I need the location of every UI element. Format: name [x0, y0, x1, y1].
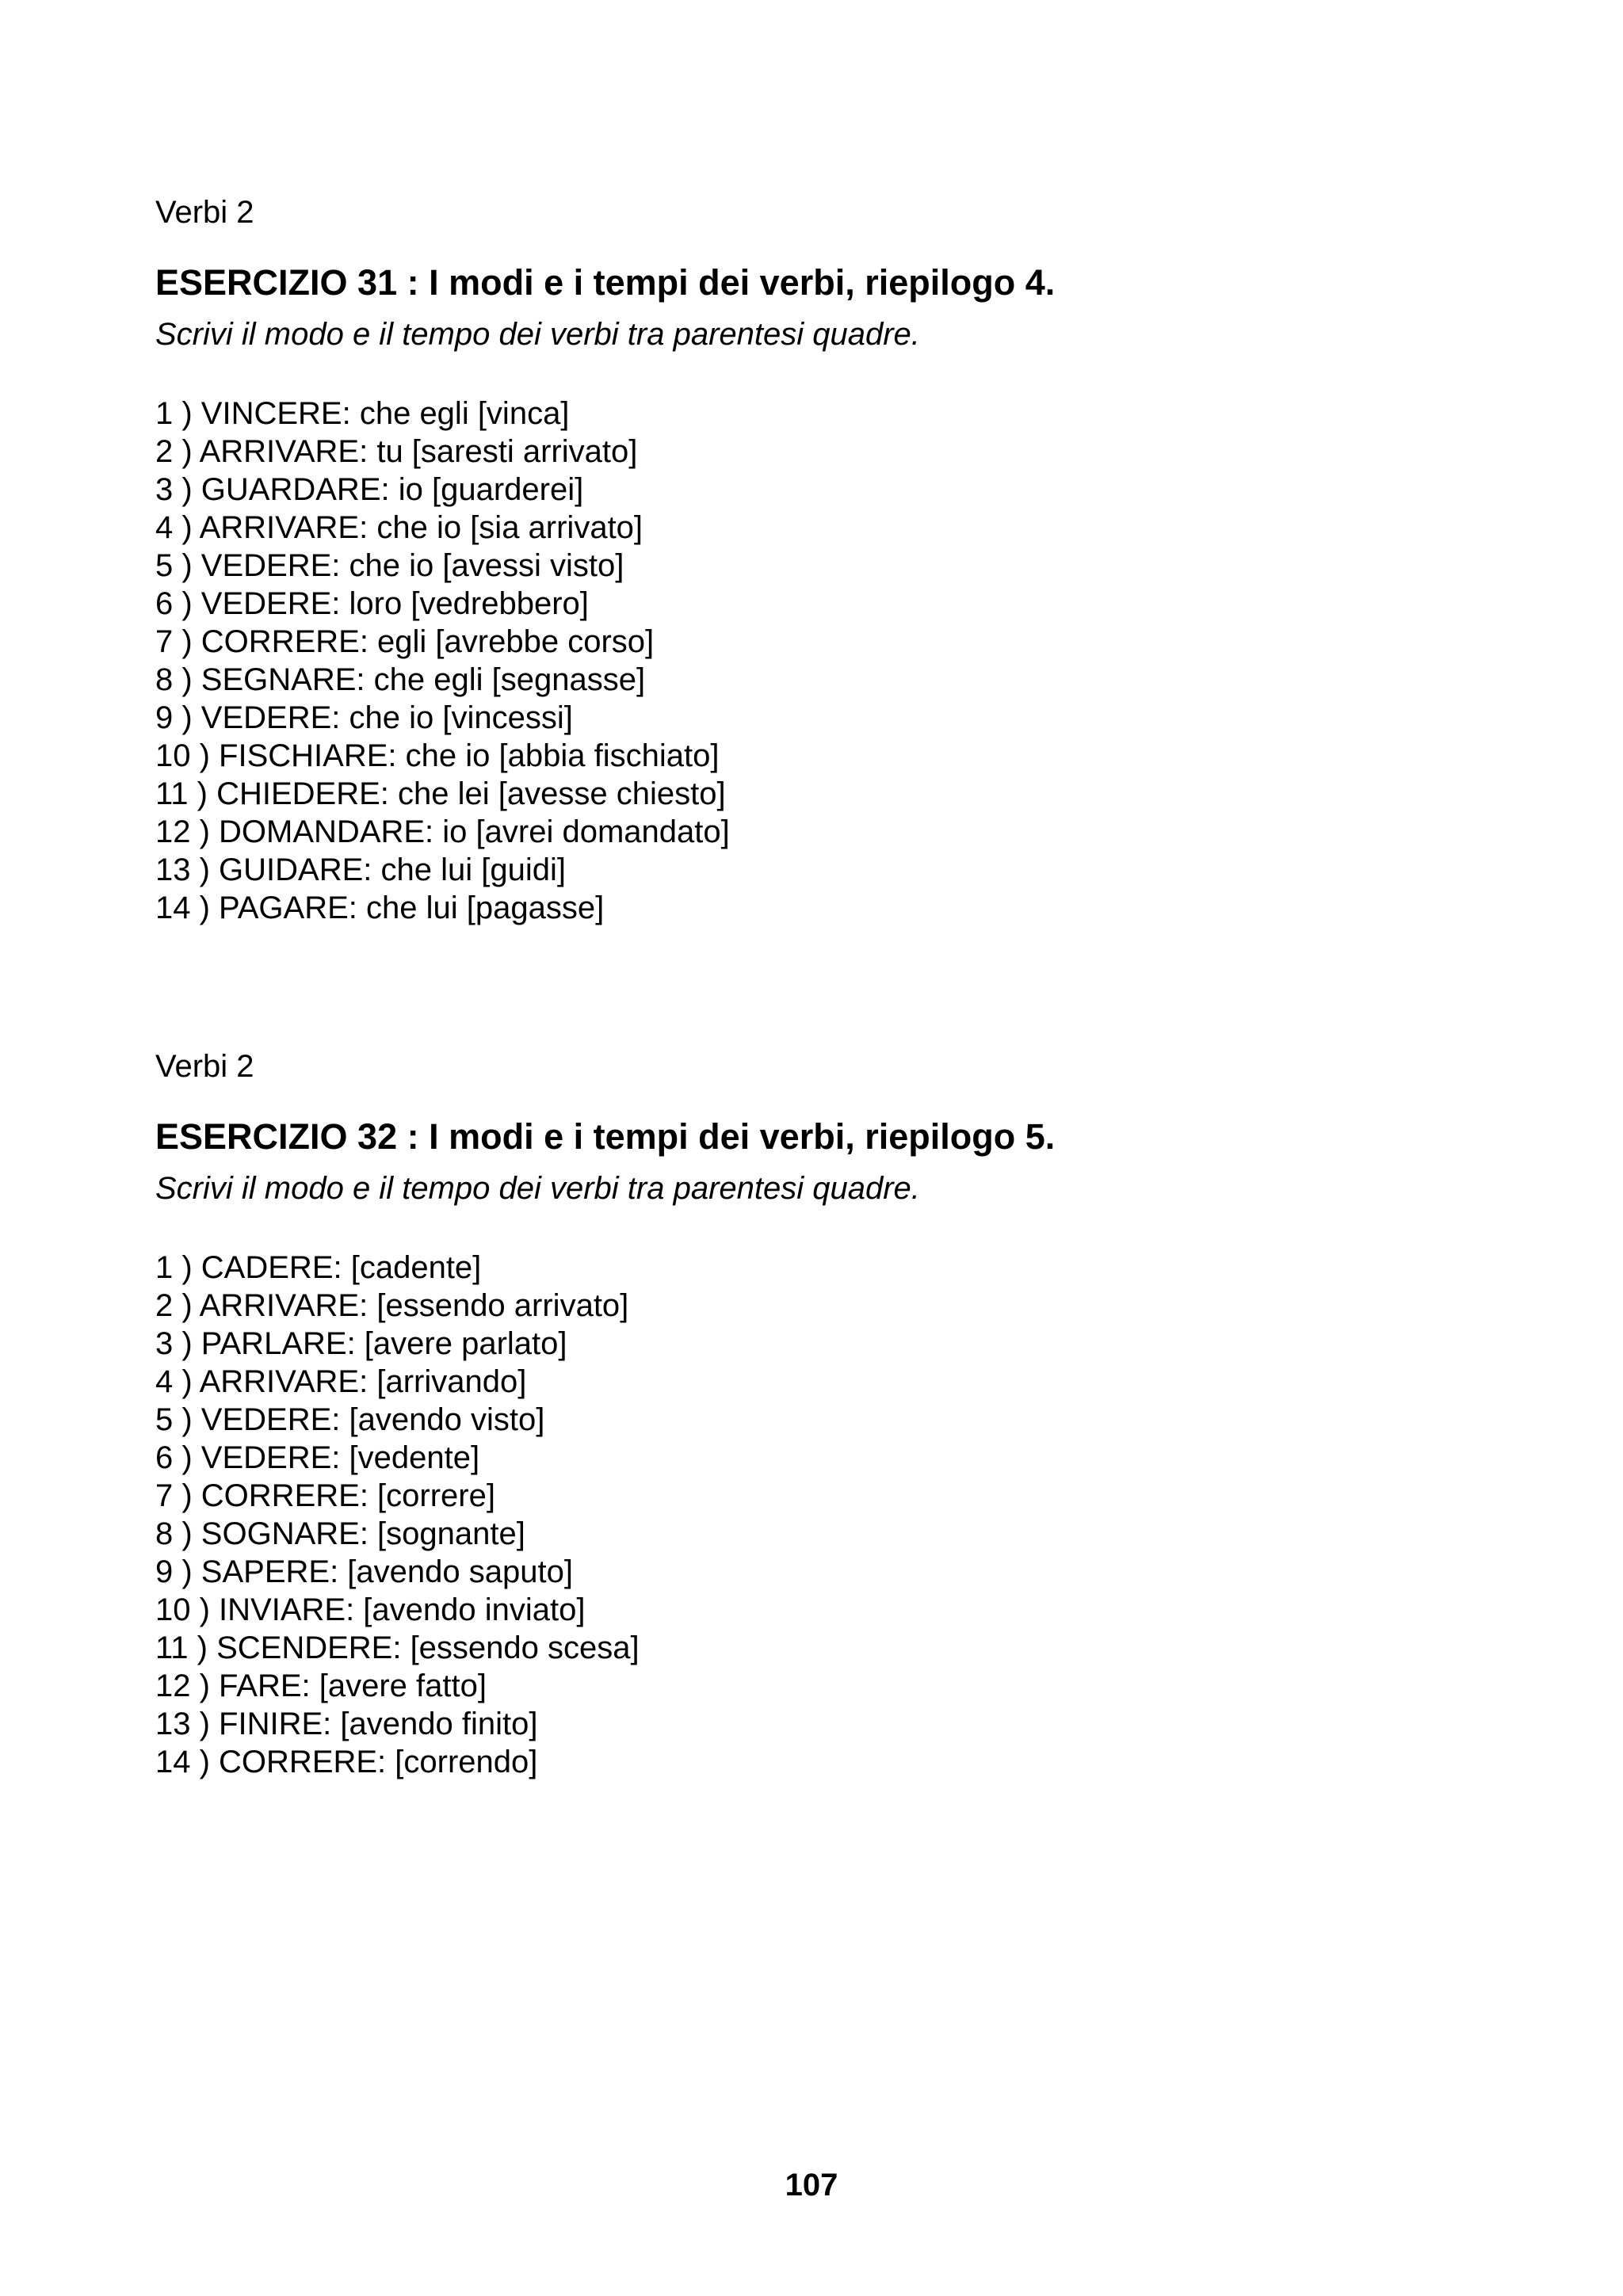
exercise-item: 4 ) ARRIVARE: [arrivando] [155, 1364, 527, 1399]
section-category: Verbi 2 [155, 1049, 254, 1084]
exercise-item: 12 ) DOMANDARE: io [avrei domandato] [155, 814, 730, 849]
section-category: Verbi 2 [155, 195, 254, 230]
exercise-item: 6 ) VEDERE: [vedente] [155, 1440, 480, 1475]
exercise-item: 7 ) CORRERE: [correre] [155, 1478, 495, 1513]
exercise-item: 5 ) VEDERE: che io [avessi visto] [155, 548, 624, 583]
exercise-item: 14 ) CORRERE: [correndo] [155, 1745, 538, 1779]
exercise-item: 14 ) PAGARE: che lui [pagasse] [155, 891, 605, 925]
exercise-item: 6 ) VEDERE: loro [vedrebbero] [155, 586, 589, 621]
exercise-item: 1 ) CADERE: [cadente] [155, 1250, 482, 1285]
exercise-item: 13 ) GUIDARE: che lui [guidi] [155, 852, 566, 887]
exercise-item: 11 ) SCENDERE: [essendo scesa] [155, 1630, 640, 1665]
exercise-item: 1 ) VINCERE: che egli [vinca] [155, 396, 570, 431]
exercise-item: 10 ) INVIARE: [avendo inviato] [155, 1592, 586, 1627]
exercise-instruction: Scrivi il modo e il tempo dei verbi tra parentesi quadre. [155, 1171, 920, 1206]
exercise-item-list [155, 395, 1503, 927]
exercise-item: 9 ) SAPERE: [avendo saputo] [155, 1554, 573, 1589]
exercise-item: 8 ) SOGNARE: [sognante] [155, 1516, 525, 1551]
exercise-item: 2 ) ARRIVARE: tu [saresti arrivato] [155, 434, 638, 469]
exercise-item: 9 ) VEDERE: che io [vincessi] [155, 700, 573, 735]
exercise-item: 4 ) ARRIVARE: che io [sia arrivato] [155, 510, 643, 545]
exercise-item: 11 ) CHIEDERE: che lei [avesse chiesto] [155, 776, 726, 811]
exercise-item: 8 ) SEGNARE: che egli [segnasse] [155, 662, 646, 697]
exercise-32-section [155, 1043, 1503, 1781]
exercise-item: 5 ) VEDERE: [avendo visto] [155, 1402, 545, 1437]
exercise-item-list [155, 1249, 1503, 1781]
exercise-item: 3 ) GUARDARE: io [guarderei] [155, 472, 584, 507]
exercise-item: 10 ) FISCHIARE: che io [abbia fischiato] [155, 738, 720, 773]
exercise-item: 2 ) ARRIVARE: [essendo arrivato] [155, 1288, 629, 1323]
exercise-instruction: Scrivi il modo e il tempo dei verbi tra parentesi quadre. [155, 317, 920, 352]
page-number: 107 [785, 2168, 838, 2203]
exercise-title: ESERCIZIO 31 : I modi e i tempi dei verbi, riepilogo 4. [155, 262, 1056, 303]
exercise-item: 3 ) PARLARE: [avere parlato] [155, 1326, 567, 1361]
exercise-item: 7 ) CORRERE: egli [avrebbe corso] [155, 624, 655, 659]
exercise-item: 12 ) FARE: [avere fatto] [155, 1669, 487, 1703]
exercise-item: 13 ) FINIRE: [avendo finito] [155, 1707, 538, 1741]
exercise-title: ESERCIZIO 32 : I modi e i tempi dei verbi, riepilogo 5. [155, 1116, 1056, 1157]
exercise-31-section [155, 189, 1503, 927]
